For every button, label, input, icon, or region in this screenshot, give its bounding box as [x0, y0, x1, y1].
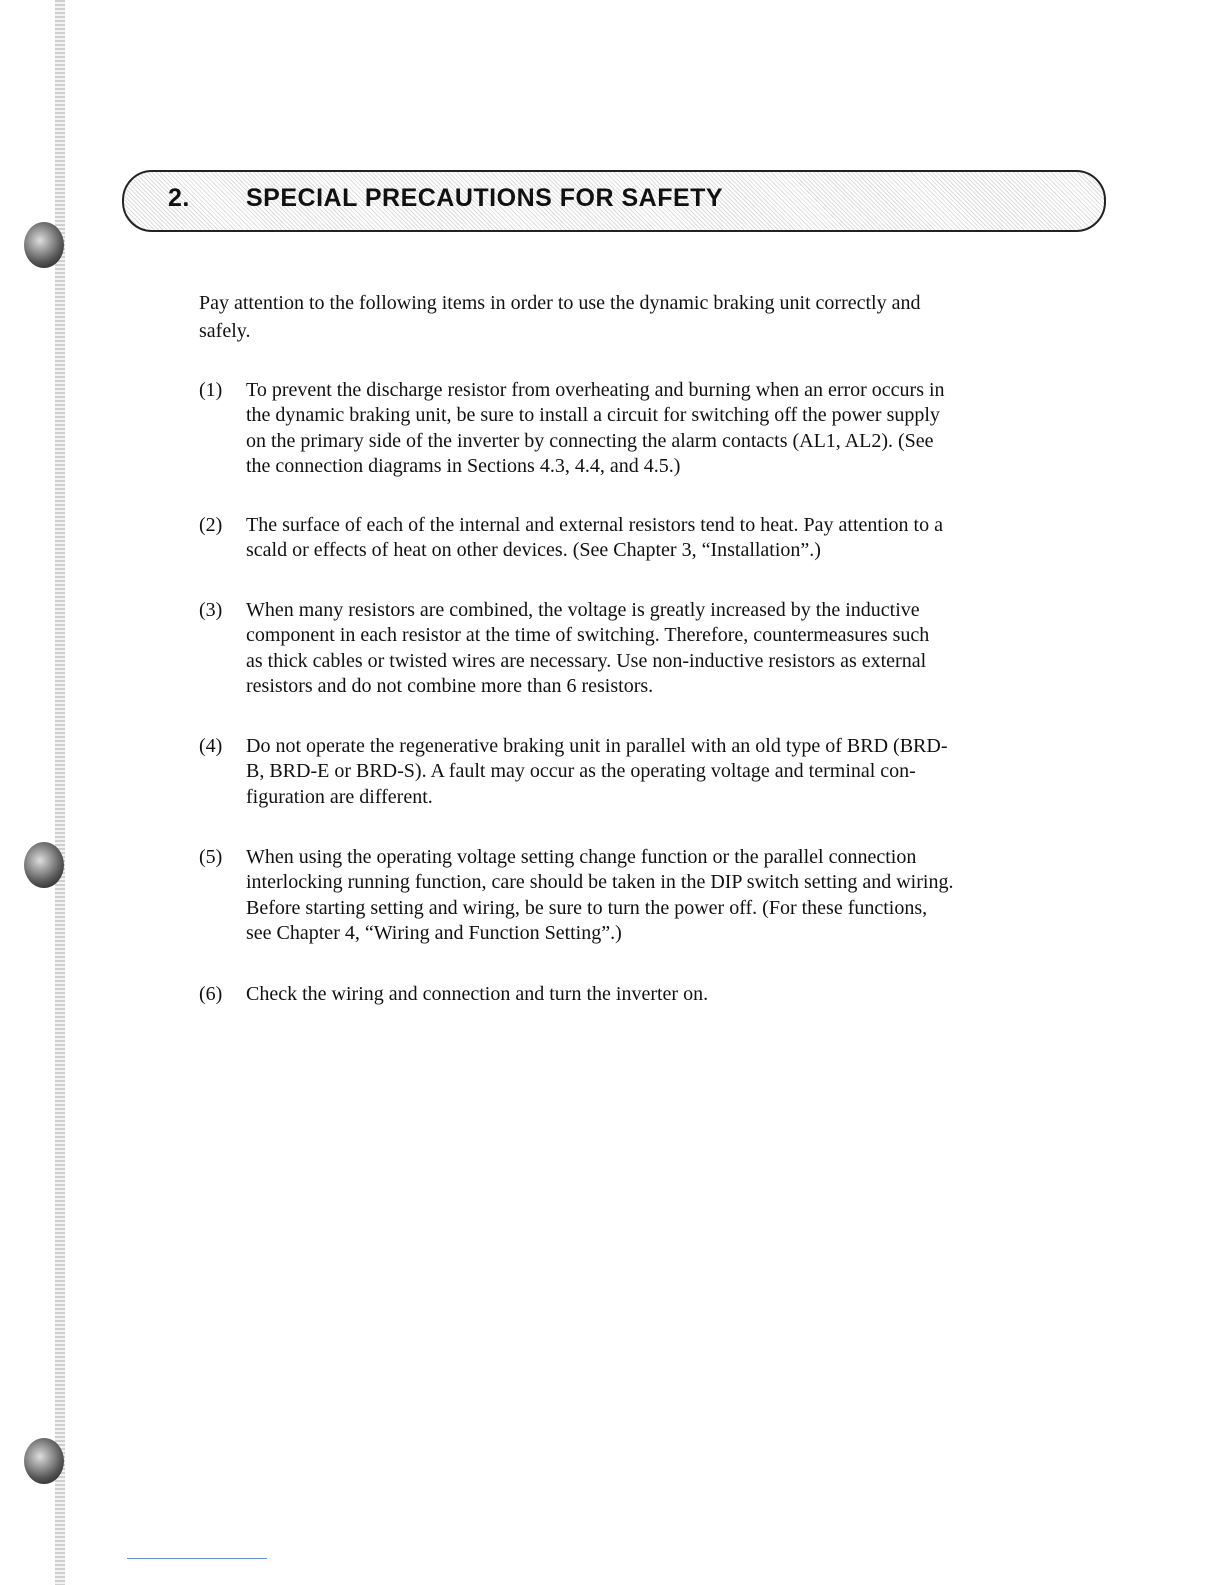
item-number: (5) — [199, 846, 223, 868]
intro-line: safely. — [199, 320, 251, 342]
punch-hole — [24, 222, 64, 268]
item-text-line: see Chapter 4, “Wiring and Function Setting”.) — [246, 921, 622, 944]
item-text-line: Before starting setting and wiring, be sure to turn the power off. (For these functions, — [246, 896, 928, 919]
punch-hole — [24, 1438, 64, 1484]
item-number: (2) — [199, 514, 223, 536]
section-banner — [122, 170, 1106, 232]
item-text-line: component in each resistor at the time of switching. Therefore, countermeasures such — [246, 624, 930, 647]
section-number: 2. — [168, 184, 190, 212]
item-number: (1) — [199, 379, 223, 401]
divider — [127, 1558, 267, 1559]
item-text-line: scald or effects of heat on other devices. (See Chapter 3, “Installation”.) — [246, 539, 821, 562]
item-text-line: Check the wiring and connection and turn the inverter on. — [246, 983, 709, 1005]
item-text-line: the dynamic braking unit, be sure to install a circuit for switching off the power supply — [246, 404, 940, 427]
intro-line: Pay attention to the following items in order to use the dynamic braking unit correctly and — [199, 292, 921, 314]
item-number: (6) — [199, 983, 223, 1005]
item-text-line: resistors and do not combine more than 6 resistors. — [246, 674, 654, 697]
item-text-line: B, BRD-E or BRD-S). A fault may occur as the operating voltage and terminal con- — [246, 760, 916, 783]
punch-hole — [24, 842, 64, 888]
item-text-line: as thick cables or twisted wires are necessary. Use non-inductive resistors as external — [246, 649, 927, 672]
item-number: (4) — [199, 735, 223, 757]
section-title: SPECIAL PRECAUTIONS FOR SAFETY — [246, 184, 724, 212]
item-number: (3) — [199, 599, 223, 621]
item-text-line: When many resistors are combined, the voltage is greatly increased by the inductive — [246, 599, 920, 621]
item-text-line: Do not operate the regenerative braking unit in parallel with an old type of BRD (BRD- — [246, 735, 948, 757]
item-text-line: the connection diagrams in Sections 4.3, 4.4, and 4.5.) — [246, 454, 681, 477]
item-text-line: To prevent the discharge resistor from overheating and burning when an error occurs in — [246, 379, 945, 401]
item-text-line: When using the operating voltage setting change function or the parallel connection — [246, 846, 917, 868]
item-text-line: interlocking running function, care should be taken in the DIP switch setting and wiring. — [246, 871, 954, 894]
item-text-line: on the primary side of the inverter by connecting the alarm contacts (AL1, AL2). (See — [246, 429, 934, 452]
item-text-line: The surface of each of the internal and external resistors tend to heat. Pay attention to a — [246, 514, 943, 536]
item-text-line: figuration are different. — [246, 785, 433, 808]
